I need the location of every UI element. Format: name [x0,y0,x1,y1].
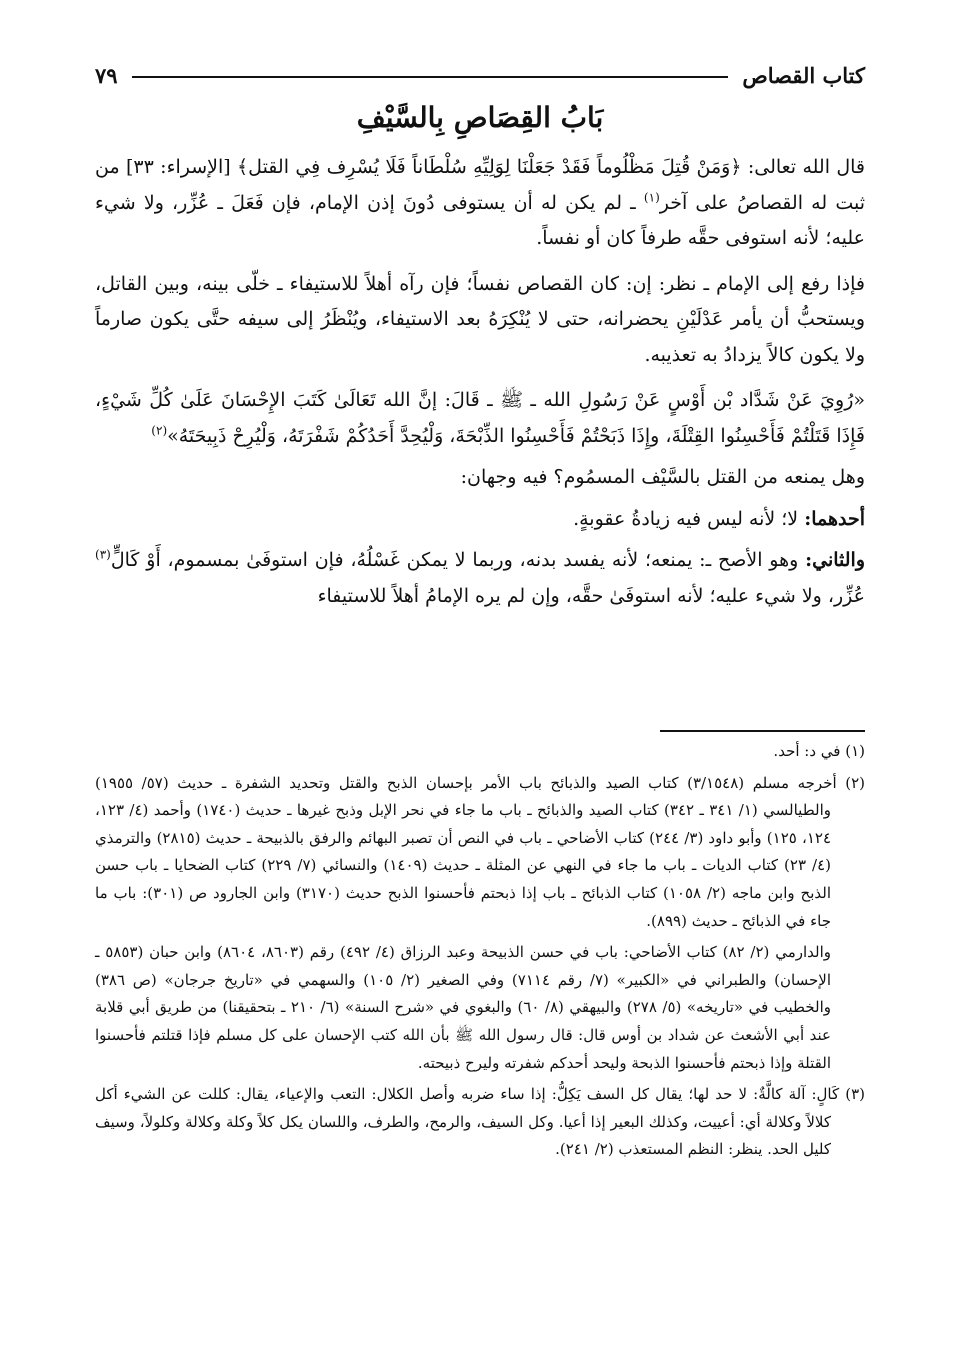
hadith-text: «رُوِيَ عَنْ شَدَّاد بْن أَوْسٍ عَنْ رَسُولِ الله ـ ﷺ ـ قَالَ: إنَّ الله تَعَالَىٰ كَتَبَ الإِحْسَانَ عَلَىٰ كُلِّ شَيْءٍ، فَإِذَا قَتَلْتُمْ فَأَحْسِنُوا القِتْلَةَ، وإِذَا ذَبَحْتُمْ فَأَحْسِنُوا الذِّبْحَةَ، وَلْيُحِدَّ أَحَدُكُمْ شَفْرَتَهُ، وَلْيُرِحْ ذَبِيحَتَهُ» [95,389,865,447]
book-title: كتاب القصاص [742,62,865,88]
page-number: ٧٩ [95,62,118,88]
paragraph-second-view [95,543,865,614]
paragraph-first-view [95,502,865,538]
footnote-2-continued: والدارمي (٢/ ٨٢) كتاب الأضاحي: باب في حسن الذبيحة وعبد الرزاق (٤/ ٤٩٢) رقم (٨٦٠٣، ٨٦٠٤) وابن حبان (٥٨٥٣ ـ الإحسان) والطبراني في «الكبير» (٧/ رقم ٧١١٤) وفي الصغير (٢/ ١٠٥) والسهمي في «تاريخ جرجان» (ص ٣٨٦) والخطيب في «تاريخه» (٥/ ٢٧٨) والبيهقي (٨/ ٦٠) والبغوي في «شرح السنة» (٦/ ٢١٠ ـ بتحقيقنا) من طريق أبي قلابة عند أبي الأشعث عن شداد بن أوس قال: قال رسول الله ﷺ بأن الله كتب الإحسان على كل مسلم فإذا قتلتم فأحسنوا القتلة وإذا ذبحتم فأحسنوا الذبحة وليحد أحدكم شفرته وليرح ذبيحته. [95,943,832,1072]
footnotes [95,738,865,1168]
footnote-separator [660,730,865,732]
paragraph-quran-verse [95,150,865,257]
paragraph-question: وهل يمنعه من القتل بالسَّيْف المسمُوم؟ فيه وجهان: [460,466,865,488]
header-rule [132,76,729,78]
running-header [95,58,865,92]
main-text [95,150,865,624]
footnote-2: (٢) أخرجه مسلم (٣/١٥٤٨) كتاب الصيد والذبائح باب الأمر بإحسان الذبح والقتل وتحديد الشفرة ـ حديث (٥٧/ ١٩٥٥) والطيالسي (١/ ٣٤١ ـ ٣٤٢) كتاب الصيد والذبائح ـ باب ما جاء في نحر الإبل وذبح غيرها ـ حديث (١٧٤٠) وأحمد (٤/ ١٢٣، ١٢٤، ١٢٥) وأبو داود (٣/ ٢٤٤) كتاب الأضاحي ـ باب في النص أن تصبر البهائم والرفق بالذبيحة ـ حديث (٢٨١٥) والترمذي (٤/ ٢٣) كتاب الديات ـ باب ما جاء في النهي عن المثلة ـ حديث (١٤٠٩) والنسائي (٧/ ٢٢٩) كتاب الضحايا ـ باب حسن الذبح وابن ماجه (٢/ ١٠٥٨) كتاب الذبائح ـ باب إذا ذبحتم فأحسنوا الذبح حديث (٣١٧٠) وابن الجارود ص (٣٠١): باب ما جاء في الذبائح ـ حديث (٨٩٩). [95,773,865,930]
footnote-1: (١) في د: أحد. [773,742,865,760]
second-view-text: وهو الأصح ـ: يمنعه؛ لأنه يفسد بدنه، وربما لا يمكن غَسْلُهُ، فإن استوفَىٰ بمسموم، أَوْ كَالٍّ [110,549,806,571]
paragraph-text: قال الله تعالى: ﴿وَمَنْ قُتِلَ مَظْلُوماً فَقَدْ جَعَلْنَا لِوَلِيِّهِ سُلْطَاناً فَلَا يُسْرِف فِي القتل﴾ [الإسراء: ٣٣] من ثبت له القصاصُ على آخر [95,156,865,214]
paragraph-hadith [95,383,865,454]
paragraph-text: ـ لم يكن له أن يستوفى دُونَ إذن الإمام، فإن فَعَلَ ـ عُزِّر، ولا شيء عليه؛ لأنه استوفى حقَّه طرفاً كان أو نفساً. [95,191,865,249]
footnote-3: (٣) كَالٍ: آلة كالَّةٌ: لا حد لها؛ يقال كل السف يَكِلُّ: إذا ساء ضربه وأصل الكلال: التعب والإعياء، يقال: كللت عن الشيء أكل كلالاً وكلالة أي: أعييت، وكذلك البعير إذا أعيا. وكل السيف، والرمح، والطرف، واللسان يكل كلاً وكلة وكلالة وكلولاً، وسيف كليل الحد. ينظر: النظم المستعذب (٢/ ٢٤١). [95,1085,865,1159]
footnote-ref-2[interactable]: (٢) [151,423,168,438]
first-view-label: أحدهما: [804,507,865,530]
second-view-label: والثاني: [805,549,865,571]
second-view-text: عُزِّر، ولا شيء عليه؛ لأنه استوفَىٰ حقَّه، وإن لم يره الإمامُ أهلاً للاستيفاء [317,584,865,607]
footnote-ref-3[interactable]: (٣) [95,547,111,562]
footnote-ref-1[interactable]: (١) [643,190,660,205]
paragraph-imam: فإذا رفع إلى الإمام ـ نظر: إن: كان القصاص نفساً؛ فإن رآه أهلاً للاستيفاء ـ خلّى بينه، وبين القاتل، ويستحبُّ أن يأمر عَدْلَيْنِ يحضرانه، حتى لا يُنْكِرَهُ بعد الاستيفاء، ويُنْظَرُ إلى سيفه حتَّى يكون صارماً ولا يكون كالاً يزدادُ به تعذيبه. [95,272,865,366]
first-view-text: لا؛ لأنه ليس فيه زيادةُ عقوبةٍ. [573,507,805,530]
chapter-title: بَابُ القِصَاصِ بِالسَّيْفِ [356,101,604,134]
